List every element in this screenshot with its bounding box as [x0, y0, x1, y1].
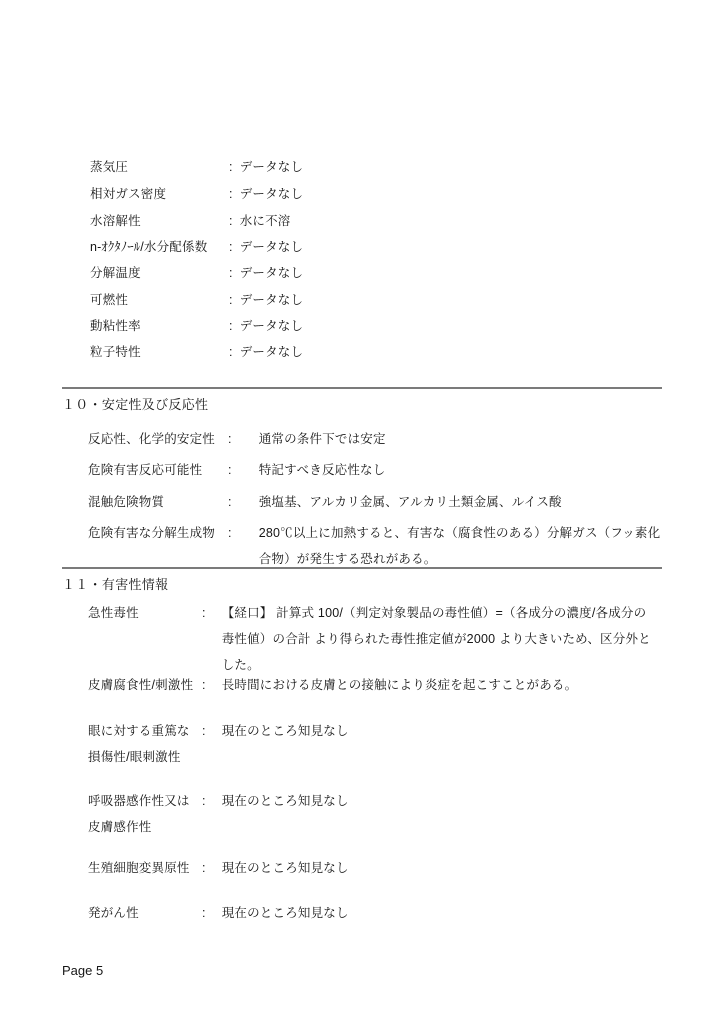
- section-divider: [62, 387, 662, 389]
- property-row-water-solubility: [90, 208, 291, 234]
- colon-separator: :: [228, 432, 232, 446]
- stability-value: 特記すべき反応性なし: [258, 463, 386, 477]
- property-row-kinematic-viscosity: [90, 313, 303, 339]
- section-10-title: １０・安定性及び反応性: [62, 397, 209, 412]
- property-value: データなし: [239, 293, 304, 307]
- colon-separator: :: [229, 240, 233, 254]
- property-label: 相対ガス密度: [90, 187, 167, 201]
- hazard-label: 皮膚腐食性/刺激性: [88, 678, 194, 692]
- colon-separator: :: [202, 724, 206, 738]
- property-label: 分解温度: [90, 266, 141, 280]
- stability-label: 反応性、化学的安定性: [88, 432, 216, 446]
- hazard-row-germ-cell-mutagenicity: [88, 855, 656, 881]
- hazard-label: 発がん性: [88, 906, 139, 920]
- colon-separator: :: [229, 319, 233, 333]
- colon-separator: :: [228, 495, 232, 509]
- section-divider: [62, 567, 662, 569]
- hazard-value: 【経口】 計算式 100/（判定対象製品の毒性値）=（各成分の濃度/各成分の毒性値）の合計 より得られた毒性推定値が2000 より大きいため、区分外とした。: [221, 606, 651, 672]
- property-value: データなし: [239, 266, 304, 280]
- property-value: データなし: [239, 319, 304, 333]
- colon-separator: :: [229, 266, 233, 280]
- hazard-value: 現在のところ知見なし: [221, 794, 349, 808]
- colon-separator: :: [229, 187, 233, 201]
- property-row-vapor-pressure: [90, 154, 303, 180]
- stability-label: 危険有害反応可能性: [88, 463, 203, 477]
- colon-separator: :: [202, 606, 206, 620]
- stability-row-reactivity: [88, 426, 661, 452]
- hazard-value: 長時間における皮膚との接触により炎症を起こすことがある。: [221, 678, 578, 692]
- property-label: 粒子特性: [90, 345, 141, 359]
- property-value: データなし: [239, 160, 304, 174]
- stability-row-hazardous-decomposition: [88, 520, 661, 572]
- hazard-label: 生殖細胞変異原性: [88, 861, 190, 875]
- colon-separator: :: [202, 678, 206, 692]
- section-11-title: １１・有害性情報: [62, 577, 169, 592]
- hazard-row-eye-damage: [88, 718, 656, 770]
- property-row-relative-gas-density: [90, 181, 303, 207]
- property-label: 動粘性率: [90, 319, 141, 333]
- colon-separator: :: [229, 160, 233, 174]
- colon-separator: :: [202, 906, 206, 920]
- stability-value: 280℃以上に加熱すると、有害な（腐食性のある）分解ガス（フッ素化合物）が発生する恐れがある。: [258, 526, 661, 566]
- colon-separator: :: [229, 345, 233, 359]
- stability-value: 強塩基、アルカリ金属、アルカリ土類金属、ルイス酸: [258, 495, 562, 509]
- property-label: 蒸気圧: [90, 160, 129, 174]
- hazard-value: 現在のところ知見なし: [221, 724, 349, 738]
- property-row-octanol-water-partition: [90, 234, 303, 260]
- property-value: データなし: [239, 187, 304, 201]
- colon-separator: :: [228, 526, 232, 540]
- property-label: n-ｵｸﾀﾉｰﾙ/水分配係数: [90, 240, 208, 254]
- hazard-label: 急性毒性: [88, 606, 139, 620]
- colon-separator: :: [228, 463, 232, 477]
- property-value: 水に不溶: [239, 214, 291, 228]
- page-number: Page 5: [62, 963, 104, 978]
- property-label: 可燃性: [90, 293, 129, 307]
- colon-separator: :: [229, 293, 233, 307]
- property-value: データなし: [239, 240, 304, 254]
- property-value: データなし: [239, 345, 304, 359]
- stability-value: 通常の条件下では安定: [258, 432, 386, 446]
- hazard-value: 現在のところ知見なし: [221, 861, 349, 875]
- stability-label: 混触危険物質: [88, 495, 165, 509]
- stability-row-incompatible-materials: [88, 489, 661, 515]
- property-label: 水溶解性: [90, 214, 141, 228]
- stability-row-hazardous-reactions: [88, 457, 661, 483]
- property-row-flammability: [90, 287, 303, 313]
- hazard-row-carcinogenicity: [88, 900, 656, 926]
- hazard-row-respiratory-skin-sensitization: [88, 788, 656, 840]
- property-row-particle-characteristics: [90, 339, 303, 365]
- colon-separator: :: [202, 794, 206, 808]
- hazard-row-skin-corrosion: [88, 672, 656, 698]
- hazard-label: 眼に対する重篤な損傷性/眼刺激性: [88, 724, 190, 764]
- hazard-value: 現在のところ知見なし: [221, 906, 349, 920]
- stability-label: 危険有害な分解生成物: [88, 526, 216, 540]
- colon-separator: :: [229, 214, 233, 228]
- hazard-row-acute-toxicity: [88, 600, 656, 678]
- colon-separator: :: [202, 861, 206, 875]
- hazard-label: 呼吸器感作性又は皮膚感作性: [88, 794, 190, 834]
- property-row-decomposition-temperature: [90, 260, 303, 286]
